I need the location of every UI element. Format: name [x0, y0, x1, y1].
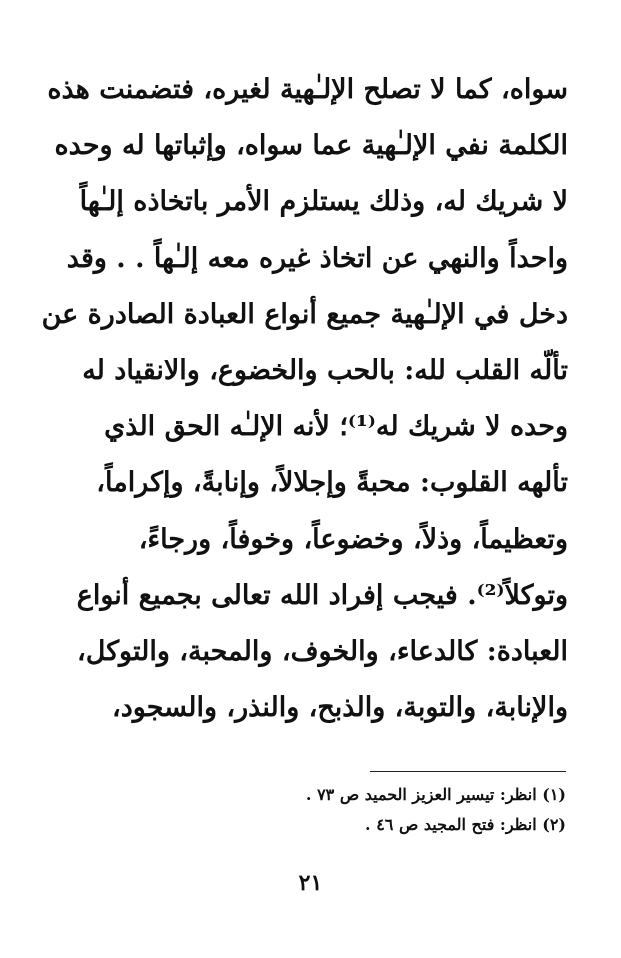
- text-line: الكلمة نفي الإلـٰهية عما سواه، وإثباتها له وحده: [54, 130, 568, 162]
- text-line: وتوكلاً⁽²⁾. فيجب إفراد الله تعالى بجميع أنواع: [76, 579, 568, 611]
- text-line: واحداً والنهي عن اتخاذ غيره معه إلـٰهاً . . وقد: [66, 242, 568, 274]
- text-line: دخل في الإلـٰهية جميع أنواع العبادة الصادرة عن: [41, 298, 568, 330]
- footnotes: [200, 780, 566, 840]
- text-line: تألّه القلب لله: بالحب والخضوع، والانقياد له: [82, 354, 568, 386]
- footnote-2: (٢) انظر: فتح المجيد ص ٤٦ .: [365, 815, 566, 834]
- text-line: وتعظيماً، وذلاً، وخضوعاً، وخوفاً، ورجاءً،: [138, 523, 568, 555]
- text-line: سواه، كما لا تصلح الإلـٰهية لغيره، فتضمنت هذه: [47, 74, 568, 105]
- page-number: ٢١: [298, 870, 323, 896]
- main-text: [20, 62, 568, 736]
- text-line: والإنابة، والتوبة، والذبح، والنذر، والسجود،: [112, 692, 568, 724]
- text-line: وحده لا شريك له⁽¹⁾؛ لأنه الإلـٰه الحق الذي: [104, 411, 568, 443]
- footnote-1: (١) انظر: تيسير العزيز الحميد ص ٧٣ .: [305, 785, 566, 804]
- text-line: لا شريك له، وذلك يستلزم الأمر باتخاذه إلـٰهاً: [79, 186, 568, 218]
- footnote-divider: [370, 771, 566, 772]
- text-line: العبادة: كالدعاء، والخوف، والمحبة، والتوكل،: [77, 635, 568, 667]
- text-line: تألهه القلوب: محبةً وإجلالاً، وإنابةً، وإكراماً،: [96, 467, 568, 499]
